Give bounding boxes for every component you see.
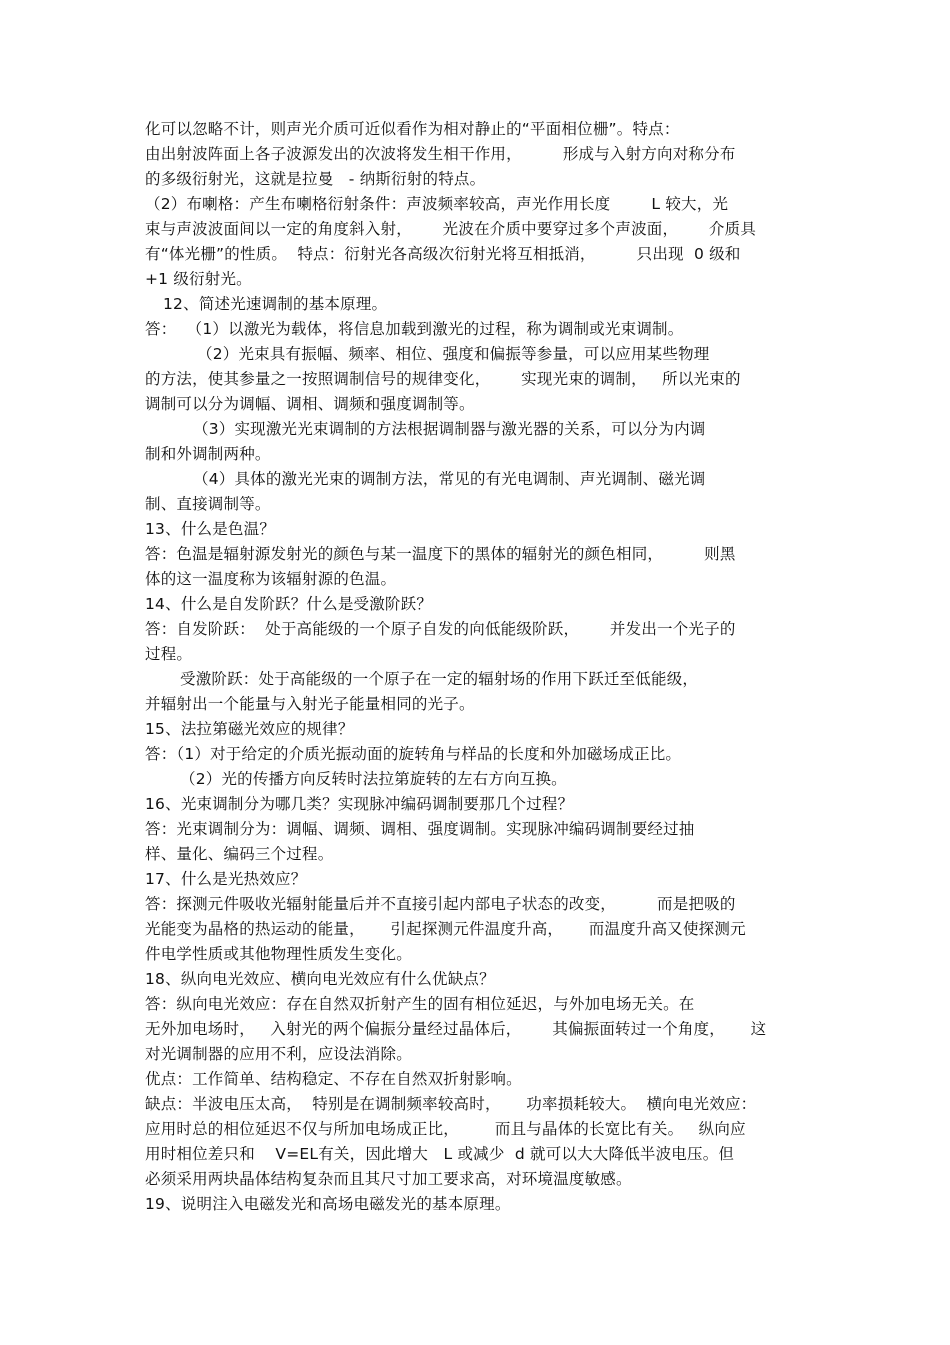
text-line: 受激阶跃：处于高能级的一个原子在一定的辐射场的作用下跃迁至低能级， bbox=[180, 670, 699, 688]
text-line: 光能变为晶格的热运动的能量， 引起探测元件温度升高， 而温度升高又使探测元 bbox=[145, 920, 746, 938]
text-line: 有“体光栅”的性质。 特点：衍射光各高级次衍射光将互相抵消， 只出现 0 级和 bbox=[145, 245, 741, 263]
text-line: 对光调制器的应用不利，应设法消除。 bbox=[145, 1045, 412, 1063]
text-line: （3）实现激光光束调制的方法根据调制器与激光器的关系，可以分为内调 bbox=[193, 420, 706, 438]
text-line: 答： （1）以激光为载体，将信息加载到激光的过程，称为调制或光束调制。 bbox=[145, 320, 684, 338]
text-line: 的多级衍射光，这就是拉曼 - 纳斯衍射的特点。 bbox=[145, 170, 486, 188]
text-line: +1 级衍射光。 bbox=[145, 270, 252, 288]
question-heading: 15、法拉第磁光效应的规律？ bbox=[145, 720, 354, 738]
text-line: 答：光束调制分为：调幅、调频、调相、强度调制。实现脉冲编码调制要经过抽 bbox=[145, 820, 695, 838]
text-line: （2）布喇格：产生布喇格衍射条件：声波频率较高，声光作用长度 L 较大，光 bbox=[145, 195, 729, 213]
text-line: （2）光的传播方向反转时法拉第旋转的左右方向互换。 bbox=[180, 770, 567, 788]
text-line: （2）光束具有振幅、频率、相位、强度和偏振等参量，可以应用某些物理 bbox=[197, 345, 710, 363]
text-line: 优点：工作简单、结构稳定、不存在自然双折射影响。 bbox=[145, 1070, 522, 1088]
text-line: 样、量化、编码三个过程。 bbox=[145, 845, 334, 863]
text-line: 调制可以分为调幅、调相、调频和强度调制等。 bbox=[145, 395, 475, 413]
question-heading: 13、什么是色温？ bbox=[145, 520, 276, 538]
text-line: 化可以忽略不计，则声光介质可近似看作为相对静止的“平面相位栅”。特点： bbox=[145, 120, 680, 138]
text-line: 无外加电场时， 入射光的两个偏振分量经过晶体后， 其偏振面转过一个角度， 这 bbox=[145, 1020, 767, 1038]
question-heading: 12、简述光速调制的基本原理。 bbox=[163, 295, 388, 313]
text-line: 必须采用两块晶体结构复杂而且其尺寸加工要求高，对环境温度敏感。 bbox=[145, 1170, 632, 1188]
text-line: 的方法，使其参量之一按照调制信号的规律变化， 实现光束的调制， 所以光束的 bbox=[145, 370, 741, 388]
text-line: 用时相位差只和 V=EL有关，因此增大 L 或减少 d 就可以大大降低半波电压。但 bbox=[145, 1145, 735, 1163]
text-line: 并辐射出一个能量与入射光子能量相同的光子。 bbox=[145, 695, 475, 713]
text-line: 制和外调制两种。 bbox=[145, 445, 271, 463]
text-line: 答：色温是辐射源发射光的颜色与某一温度下的黑体的辐射光的颜色相同， 则黑 bbox=[145, 545, 736, 563]
text-line: 缺点：半波电压太高， 特别是在调制频率较高时， 功率损耗较大。 横向电光效应： bbox=[145, 1095, 757, 1113]
question-heading: 18、纵向电光效应、横向电光效应有什么优缺点？ bbox=[145, 970, 495, 988]
text-line: 制、直接调制等。 bbox=[145, 495, 271, 513]
text-line: 答：探测元件吸收光辐射能量后并不直接引起内部电子状态的改变， 而是把吸的 bbox=[145, 895, 736, 913]
text-line: 应用时总的相位延迟不仅与所加电场成正比， 而且与晶体的长宽比有关。 纵向应 bbox=[145, 1120, 746, 1138]
question-heading: 14、什么是自发阶跃？什么是受激阶跃？ bbox=[145, 595, 433, 613]
question-heading: 16、光束调制分为哪几类？实现脉冲编码调制要那几个过程？ bbox=[145, 795, 574, 813]
text-line: 件电学性质或其他物理性质发生变化。 bbox=[145, 945, 412, 963]
question-heading: 17、什么是光热效应？ bbox=[145, 870, 307, 888]
text-line: 过程。 bbox=[145, 645, 193, 663]
text-line: 答：（1）对于给定的介质光振动面的旋转角与样品的长度和外加磁场成正比。 bbox=[145, 745, 682, 763]
text-line: 由出射波阵面上各子波源发出的次波将发生相干作用， 形成与入射方向对称分布 bbox=[145, 145, 736, 163]
text-line: 答：自发阶跃： 处于高能级的一个原子自发的向低能级阶跃， 并发出一个光子的 bbox=[145, 620, 736, 638]
question-heading: 19、说明注入电磁发光和高场电磁发光的基本原理。 bbox=[145, 1195, 511, 1213]
text-line: 体的这一温度称为该辐射源的色温。 bbox=[145, 570, 397, 588]
text-line: 束与声波波面间以一定的角度斜入射， 光波在介质中要穿过多个声波面， 介质具 bbox=[145, 220, 757, 238]
text-line: 答：纵向电光效应：存在自然双折射产生的固有相位延迟，与外加电场无关。在 bbox=[145, 995, 695, 1013]
text-line: （4）具体的激光光束的调制方法，常见的有光电调制、声光调制、磁光调 bbox=[193, 470, 706, 488]
